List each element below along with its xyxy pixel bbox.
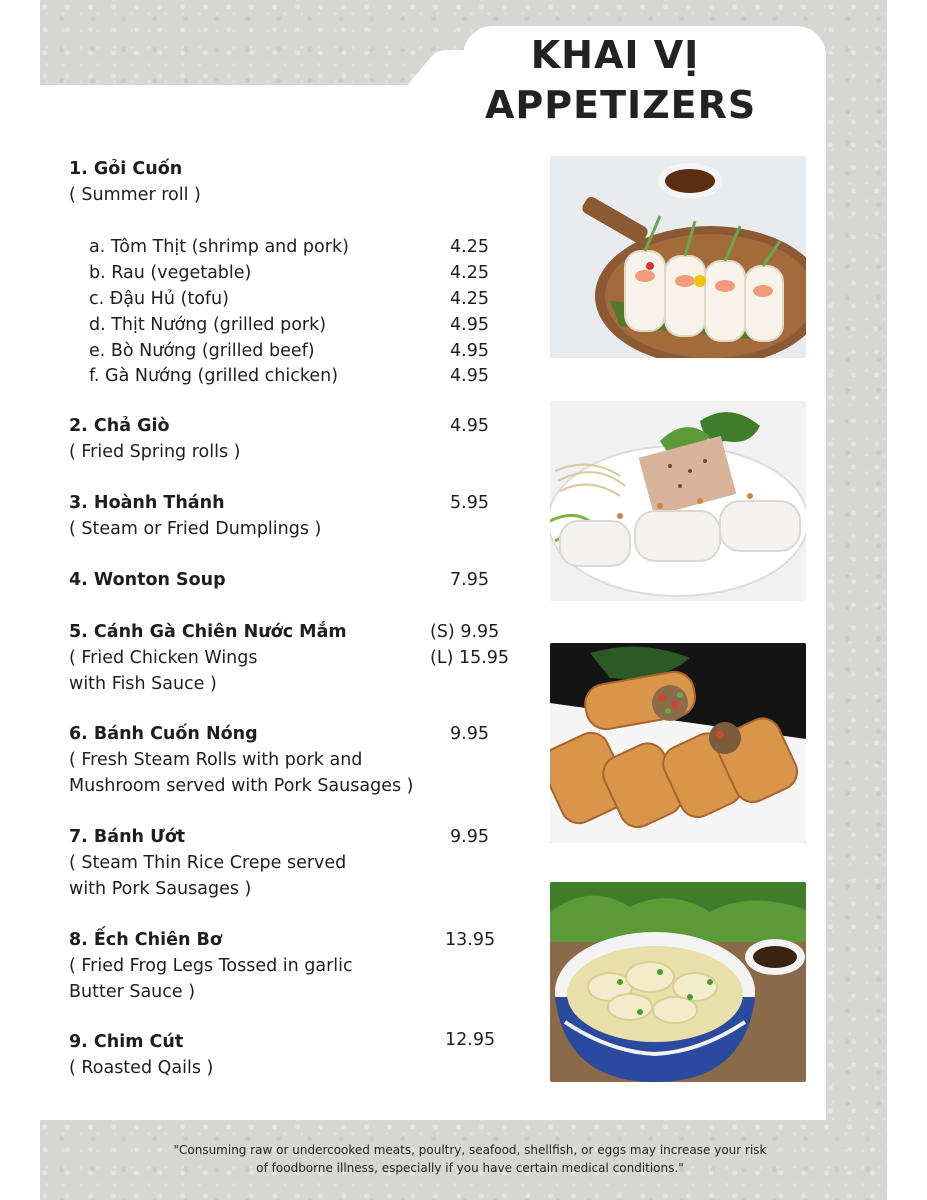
item-name: 9. Chim Cút: [69, 1032, 184, 1052]
item-price: 9.95: [450, 827, 489, 847]
item-price-large: (L) 15.95: [430, 648, 510, 668]
item-price: (S) 9.95: [430, 622, 500, 642]
subitem-label: a. Tôm Thịt (shrimp and pork): [89, 237, 349, 257]
item-price: 5.95: [450, 493, 489, 513]
item-price: 4.95: [450, 416, 489, 436]
banh-cuon-photo: [550, 401, 806, 601]
item-name: 2. Chả Giò: [69, 416, 170, 436]
subitem-price: 4.95: [450, 366, 489, 386]
item-price: 13.95: [445, 930, 496, 950]
item-description: ( Summer roll ): [69, 185, 201, 205]
item-description: ( Roasted Qails ): [69, 1058, 214, 1078]
disclaimer-line: of foodborne illness, especially if you have certain medical conditions.": [256, 1161, 684, 1175]
subitem-label: b. Rau (vegetable): [89, 263, 252, 283]
item-price: 9.95: [450, 724, 489, 744]
subitem-label: f. Gà Nướng (grilled chicken): [89, 366, 339, 386]
stone-border-right: [826, 0, 887, 1120]
subitem-label: d. Thịt Nướng (grilled pork): [89, 315, 327, 335]
item-price: 7.95: [450, 570, 489, 590]
item-description: ( Steam Thin Rice Crepe served: [69, 853, 347, 873]
item-description: ( Fried Chicken Wings: [69, 648, 258, 668]
health-disclaimer: [140, 1141, 800, 1177]
item-description: ( Fresh Steam Rolls with pork and: [69, 750, 363, 770]
title-english: APPETIZERS: [485, 83, 757, 127]
item-description: ( Steam or Fried Dumplings ): [69, 519, 322, 539]
item-description: ( Fried Spring rolls ): [69, 442, 241, 462]
subitem-price: 4.95: [450, 315, 489, 335]
item-description: Butter Sauce ): [69, 982, 196, 1002]
subitem-label: c. Đậu Hủ (tofu): [89, 289, 229, 309]
summer-roll-photo: [550, 156, 806, 358]
item-description: Mushroom served with Pork Sausages ): [69, 776, 414, 796]
subitem-price: 4.25: [450, 289, 489, 309]
item-name: 1. Gỏi Cuốn: [69, 159, 183, 179]
title-vietnamese: KHAI VỊ: [530, 33, 700, 77]
item-name: 4. Wonton Soup: [69, 570, 226, 590]
item-name: 6. Bánh Cuốn Nóng: [69, 724, 258, 744]
item-name: 7. Bánh Ướt: [69, 827, 186, 847]
item-description: with Pork Sausages ): [69, 879, 252, 899]
spring-roll-photo: [550, 643, 806, 843]
wonton-soup-photo: [550, 882, 806, 1082]
subitem-price: 4.25: [450, 263, 489, 283]
item-name: 8. Ếch Chiên Bơ: [69, 930, 222, 950]
disclaimer-line: "Consuming raw or undercooked meats, poultry, seafood, shellfish, or eggs may increase your risk: [173, 1143, 767, 1157]
item-name: 5. Cánh Gà Chiên Nước Mắm: [69, 622, 347, 642]
item-name: 3. Hoành Thánh: [69, 493, 225, 513]
subitem-price: 4.25: [450, 237, 489, 257]
subitem-price: 4.95: [450, 341, 489, 361]
subitem-label: e. Bò Nướng (grilled beef): [89, 341, 315, 361]
page-title: [485, 30, 757, 130]
item-description: with Fish Sauce ): [69, 674, 217, 694]
item-price: 12.95: [445, 1030, 496, 1050]
item-description: ( Fried Frog Legs Tossed in garlic: [69, 956, 353, 976]
